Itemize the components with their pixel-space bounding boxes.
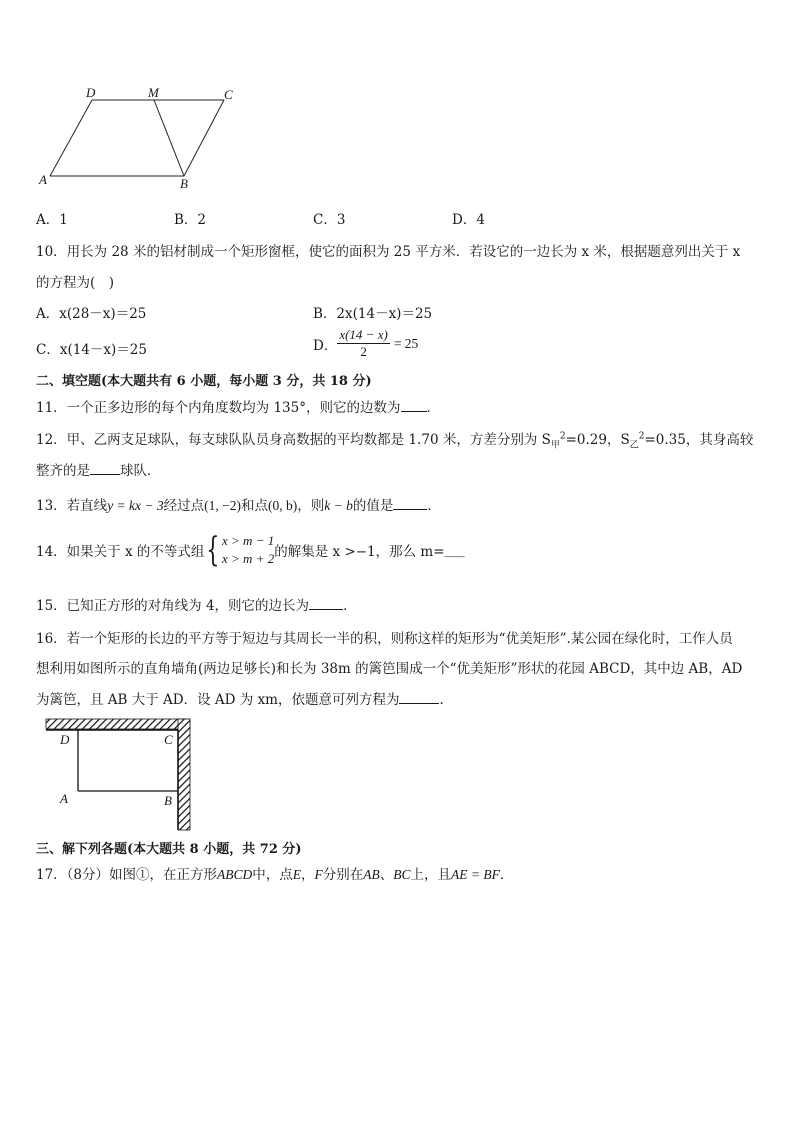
q13-then: ，则 bbox=[297, 498, 325, 514]
q17-mid1: 中，点 bbox=[252, 867, 293, 883]
q16-line3-text: 为篱笆，且 AB 大于 AD．设 AD 为 xm，依题意可列方程为 bbox=[36, 692, 400, 708]
q9-option-c: C．3 bbox=[313, 212, 346, 228]
q9-option-a: A．1 bbox=[36, 212, 68, 228]
q17-point-e: E bbox=[292, 867, 302, 882]
q14-row-1: x > m − 1 bbox=[222, 533, 275, 548]
q12-line2-pre: 整齐的是 bbox=[36, 463, 90, 479]
top-wall bbox=[46, 719, 190, 729]
q14-brace: { bbox=[206, 530, 220, 570]
q12-text-mid2: =0.35，其身高较 bbox=[644, 432, 754, 448]
q17-mid3: 上，且 bbox=[410, 867, 452, 883]
q16-end: . bbox=[439, 692, 444, 708]
q13-period: ． bbox=[427, 498, 441, 514]
parallelogram-figure bbox=[36, 84, 248, 194]
label-A: A bbox=[39, 172, 47, 187]
q12-line2-end: 球队． bbox=[120, 463, 161, 479]
q10-option-a: A．x(28－x)＝25 bbox=[36, 306, 147, 322]
q11-end: ． bbox=[426, 400, 440, 416]
q12-sup-1: 2 bbox=[559, 431, 566, 442]
side-CB bbox=[184, 100, 224, 176]
q13-point-2: (0, b) bbox=[268, 498, 298, 513]
q10-stem-line1: 10．用长为 28 米的铝材制成一个矩形窗框，使它的面积为 25 平方米．若设它的一边长为 x 米，根据题意列出关于 x bbox=[36, 244, 741, 260]
q14-post: 的解集是 x >−1，那么 m= bbox=[274, 544, 445, 560]
section-3-title: 三、解下列各题(本大题共 8 小题，共 72 分) bbox=[36, 842, 302, 857]
q16-answer-blank[interactable] bbox=[399, 691, 439, 704]
q13-expression: k − b bbox=[324, 498, 353, 513]
q11 bbox=[36, 396, 440, 416]
q10-option-d bbox=[313, 327, 418, 360]
q13-point-1: (1, −2) bbox=[204, 498, 241, 513]
q16-line2: 想利用如图所示的直角墙角(两边足够长)和长为 38m 的篱笆围成一个“优美矩形”形状的花园 ABCD，其中边 AB，AD bbox=[36, 661, 743, 677]
q10-option-d-prefix: D． bbox=[313, 337, 338, 354]
right-wall bbox=[178, 719, 190, 830]
q13 bbox=[36, 494, 441, 514]
q16-line3 bbox=[36, 688, 444, 708]
q14-blank[interactable]: ___ bbox=[444, 542, 465, 558]
q17-equation: AE = BF bbox=[451, 867, 500, 882]
label-D: D bbox=[86, 85, 96, 100]
segment-MB bbox=[154, 100, 184, 176]
q17-segment-ab: AB bbox=[363, 867, 380, 882]
q12-sup-2: 2 bbox=[638, 431, 645, 442]
q9-option-b: B．2 bbox=[174, 212, 207, 228]
q10-option-d-numerator: x(14 − x) bbox=[339, 327, 388, 342]
wall-corner-figure bbox=[40, 714, 200, 834]
side-AD bbox=[50, 100, 92, 176]
q17-end: ． bbox=[499, 867, 514, 883]
q13-pre: 13．若直线 bbox=[36, 498, 108, 514]
q12-line2 bbox=[36, 459, 161, 479]
q13-mid: 经过点 bbox=[163, 498, 205, 514]
q17 bbox=[36, 863, 513, 883]
q12-text-pre: 12．甲、乙两支足球队，每支球队队员身高数据的平均数都是 1.70 米，方差分别为 S bbox=[36, 432, 551, 448]
q10-option-b: B．2x(14－x)＝25 bbox=[313, 306, 433, 322]
q13-answer-blank[interactable] bbox=[393, 497, 427, 510]
q10-option-c: C．x(14－x)＝25 bbox=[36, 342, 147, 358]
q17-comma: ， bbox=[301, 867, 315, 883]
q12-sub-jia: 甲 bbox=[550, 440, 560, 451]
q10-option-d-denominator: 2 bbox=[360, 344, 367, 359]
q11-answer-blank[interactable] bbox=[401, 399, 427, 412]
q10-stem-line2: 的方程为( ) bbox=[36, 275, 115, 291]
q15-text: 15．已知正方形的对角线为 4，则它的边长为 bbox=[36, 598, 310, 614]
q12-line1 bbox=[36, 428, 753, 451]
q15-end: ． bbox=[343, 598, 357, 614]
q13-end: 的值是 bbox=[352, 498, 394, 514]
label-D: D bbox=[60, 732, 70, 747]
q14 bbox=[36, 532, 465, 568]
q17-square: ABCD bbox=[217, 867, 253, 882]
label-B: B bbox=[180, 176, 188, 191]
q11-text: 11．一个正多边形的每个内角度数均为 135°，则它的边数为 bbox=[36, 400, 401, 416]
label-C: C bbox=[164, 732, 173, 747]
label-A: A bbox=[60, 791, 68, 806]
q16-line1: 16．若一个矩形的长边的平方等于短边与其周长一半的积，则称这样的矩形为“优美矩形”.某公园在绿化时，工作人员 bbox=[36, 631, 733, 647]
q14-row-2: x > m + 2 bbox=[222, 551, 275, 566]
q17-point-f: F bbox=[314, 867, 323, 882]
label-C: C bbox=[224, 87, 233, 102]
section-2-title: 二、填空题(本大题共有 6 小题，每小题 3 分，共 18 分) bbox=[36, 374, 372, 389]
q14-pre: 14．如果关于 x 的不等式组 bbox=[36, 544, 205, 560]
q12-sub-yi: 乙 bbox=[629, 440, 639, 451]
q12-answer-blank[interactable] bbox=[90, 462, 120, 475]
q14-inequality-system bbox=[204, 532, 274, 568]
q17-sep: 、 bbox=[379, 867, 394, 883]
q15 bbox=[36, 594, 357, 614]
q9-option-d: D．4 bbox=[452, 212, 485, 228]
label-M: M bbox=[148, 85, 159, 100]
q17-segment-bc: BC bbox=[393, 867, 411, 882]
label-B: B bbox=[164, 793, 172, 808]
q15-answer-blank[interactable] bbox=[309, 597, 343, 610]
q12-text-mid1: =0.29，S bbox=[565, 432, 630, 448]
q17-pre: 17．（8分）如图①，在正方形 bbox=[36, 867, 218, 883]
q13-line-equation: y = kx − 3 bbox=[107, 498, 164, 513]
q17-mid2: 分别在 bbox=[322, 867, 364, 883]
q10-option-d-fraction bbox=[337, 327, 389, 360]
q10-option-d-rhs: = 25 bbox=[393, 335, 419, 351]
q13-and: 和点 bbox=[241, 498, 268, 514]
